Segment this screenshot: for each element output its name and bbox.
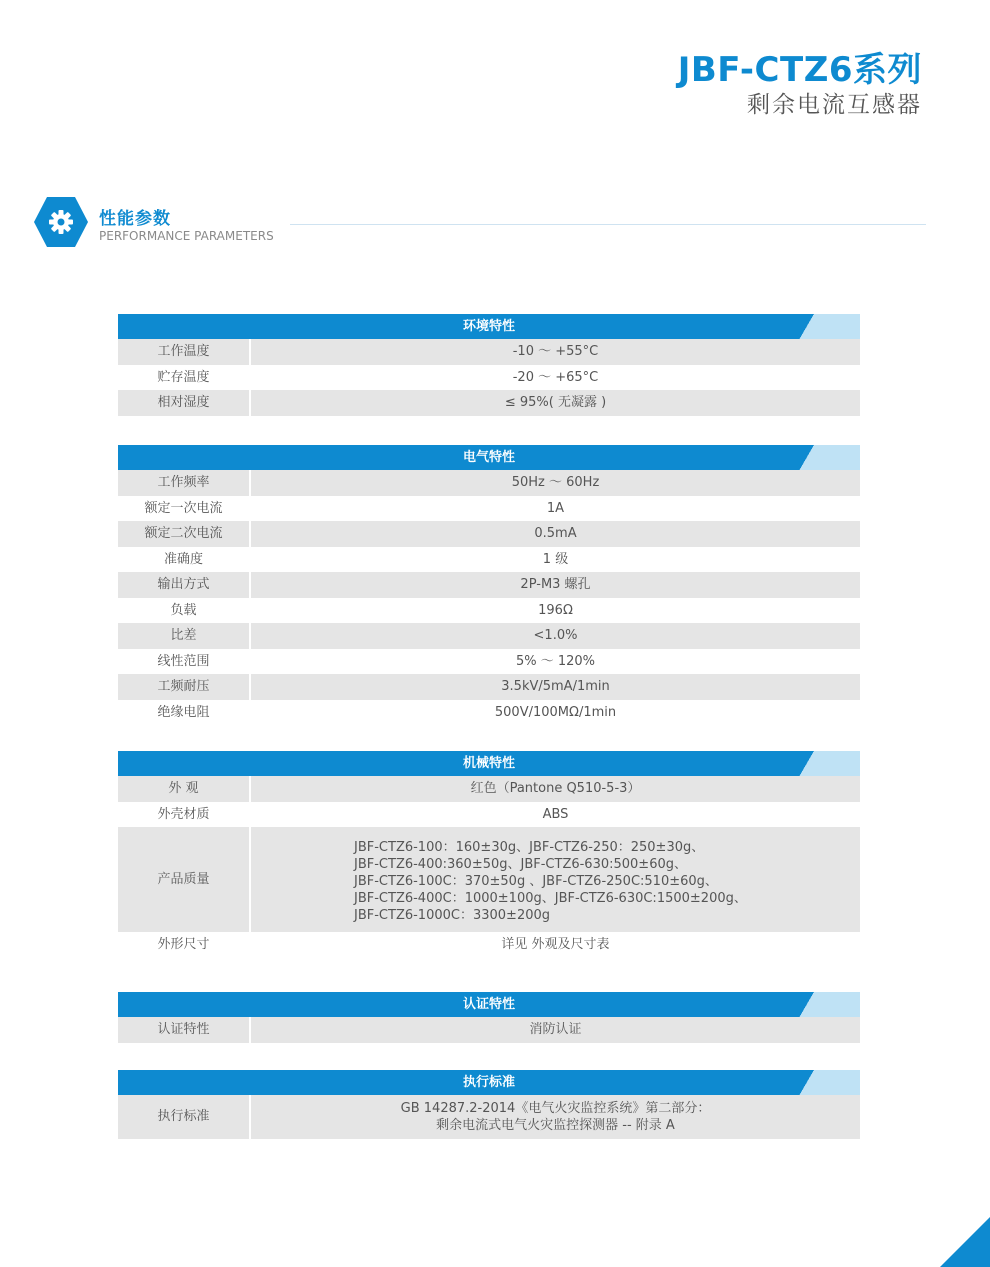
table-row [118, 598, 860, 624]
table-row [118, 572, 860, 598]
row-key: 执行标准 [118, 1095, 251, 1139]
weight-line: JBF-CTZ6-1000C：3300±200g [354, 908, 551, 923]
row-key: 输出方式 [118, 572, 251, 598]
row-key: 外壳材质 [118, 802, 251, 828]
table-row [118, 521, 860, 547]
row-value [251, 1095, 860, 1139]
weight-line: JBF-CTZ6-100C：370±50g 、JBF-CTZ6-250C:510±60g、 [354, 874, 718, 889]
weight-line: JBF-CTZ6-100：160±30g、JBF-CTZ6-250：250±30g、 [354, 840, 705, 855]
table-row [118, 674, 860, 700]
gear-icon [33, 196, 89, 248]
table-row [118, 932, 860, 958]
row-key: 绝缘电阻 [118, 700, 251, 726]
row-key: 负载 [118, 598, 251, 624]
table-row [118, 365, 860, 391]
row-value: 3.5kV/5mA/1min [251, 674, 860, 700]
row-value: <1.0% [251, 623, 860, 649]
row-value: 1A [251, 496, 860, 522]
env-table [118, 314, 860, 416]
row-value: 消防认证 [251, 1017, 860, 1043]
table-row [118, 776, 860, 802]
elec-table [118, 445, 860, 725]
row-value: ABS [251, 802, 860, 828]
standard-line: GB 14287.2-2014《电气火灾监控系统》第二部分： [400, 1101, 711, 1116]
table-row [118, 470, 860, 496]
row-key: 比差 [118, 623, 251, 649]
table-row [118, 1095, 860, 1139]
row-value: 196Ω [251, 598, 860, 624]
std-table [118, 1070, 860, 1139]
row-key: 额定二次电流 [118, 521, 251, 547]
row-value: 2P-M3 螺孔 [251, 572, 860, 598]
row-value [251, 827, 860, 932]
section-divider [290, 224, 926, 225]
row-value: -20 ～ +65°C [251, 365, 860, 391]
row-value: 500V/100MΩ/1min [251, 700, 860, 726]
row-key: 贮存温度 [118, 365, 251, 391]
row-key: 额定一次电流 [118, 496, 251, 522]
table-row [118, 623, 860, 649]
row-value: -10 ～ +55°C [251, 339, 860, 365]
series-title: JBF-CTZ6系列 [677, 50, 922, 90]
table-row [118, 339, 860, 365]
table-row [118, 649, 860, 675]
row-value: 0.5mA [251, 521, 860, 547]
row-key: 相对湿度 [118, 390, 251, 416]
row-value: 1 级 [251, 547, 860, 573]
section-title: 性能参数 [99, 209, 171, 229]
table-header [118, 314, 860, 339]
table-row [118, 390, 860, 416]
row-value: 50Hz ～ 60Hz [251, 470, 860, 496]
cert-table [118, 992, 860, 1043]
row-key: 认证特性 [118, 1017, 251, 1043]
table-header [118, 751, 860, 776]
table-title: 环境特性 [462, 319, 515, 334]
row-key: 工作频率 [118, 470, 251, 496]
table-header [118, 445, 860, 470]
weight-line: JBF-CTZ6-400C：1000±100g、JBF-CTZ6-630C:1500±200g、 [354, 891, 747, 906]
table-row [118, 496, 860, 522]
row-key: 产品质量 [118, 827, 251, 932]
table-row [118, 827, 860, 932]
row-value: 红色（Pantone Q510-5-3） [251, 776, 860, 802]
table-header [118, 992, 860, 1017]
table-title: 机械特性 [462, 756, 515, 771]
weight-line: JBF-CTZ6-400:360±50g、JBF-CTZ6-630:500±60g、 [354, 857, 687, 872]
row-value: ≤ 95%( 无凝露 ) [251, 390, 860, 416]
product-subtitle: 剩余电流互感器 [747, 92, 922, 118]
table-title: 电气特性 [462, 450, 515, 465]
table-row [118, 547, 860, 573]
table-header [118, 1070, 860, 1095]
section-subtitle: PERFORMANCE PARAMETERS [99, 229, 274, 243]
mech-table [118, 751, 860, 958]
row-key: 工作温度 [118, 339, 251, 365]
table-row [118, 802, 860, 828]
corner-decoration [940, 1217, 990, 1267]
row-value: 详见 外观及尺寸表 [251, 932, 860, 958]
table-row [118, 700, 860, 726]
row-value: 5% ～ 120% [251, 649, 860, 675]
table-row [118, 1017, 860, 1043]
row-key: 外形尺寸 [118, 932, 251, 958]
row-key: 外 观 [118, 776, 251, 802]
table-title: 执行标准 [462, 1075, 515, 1090]
standard-line: 剩余电流式电气火灾监控探测器 -- 附录 A [436, 1118, 675, 1133]
row-key: 准确度 [118, 547, 251, 573]
row-key: 线性范围 [118, 649, 251, 675]
table-title: 认证特性 [462, 997, 515, 1012]
row-key: 工频耐压 [118, 674, 251, 700]
